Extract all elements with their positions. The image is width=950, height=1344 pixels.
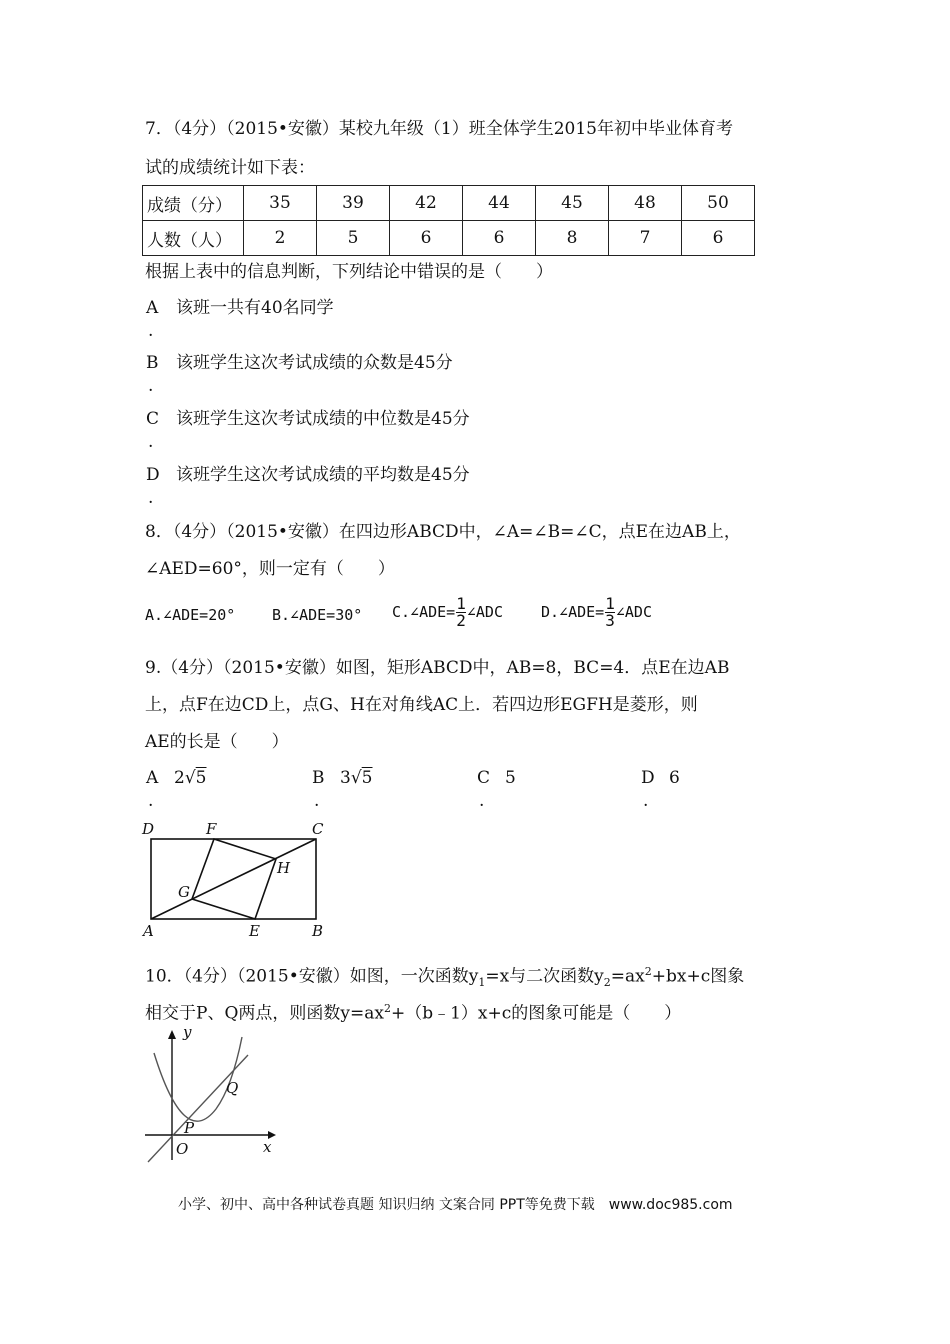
table-cell: 6	[463, 221, 536, 256]
superscript: 2	[383, 1002, 391, 1015]
table-cell: 48	[609, 186, 682, 221]
label-f: F	[206, 820, 217, 838]
q10-stem-line2	[145, 998, 681, 1025]
table-cell: 6	[390, 221, 463, 256]
stem-part: =ax	[610, 966, 645, 987]
q7-prompt: 根据上表中的信息判断，下列结论中错误的是（ ）	[145, 262, 553, 282]
fraction	[456, 596, 466, 629]
option-letter: A	[146, 298, 159, 318]
q7-stem-line1: 7．（4分）（2015•安徽）某校九年级（1）班全体学生2015年初中毕业体育考	[145, 119, 734, 139]
option-dot: .	[148, 321, 154, 341]
q9-rectangle-figure	[140, 815, 340, 945]
fraction	[605, 596, 615, 629]
label-c: C	[312, 820, 324, 838]
q9-stem-line1: 9.（4分）（2015•安徽）如图，矩形ABCD中，AB=8，BC=4．点E在边AB	[145, 658, 730, 678]
table-cell: 2	[244, 221, 317, 256]
label-a: A	[143, 922, 154, 940]
option-dot: .	[148, 376, 154, 396]
q9-stem-line2: 上，点F在边CD上，点G、H在对角线AC上．若四边形EGFH是菱形，则	[145, 695, 698, 715]
coefficient: 2	[174, 768, 185, 788]
option-suffix: ∠ADC	[466, 603, 503, 621]
table-cell: 50	[682, 186, 755, 221]
label-y: y	[183, 1023, 192, 1041]
option-dot: .	[148, 488, 154, 508]
table-cell: 5	[317, 221, 390, 256]
q8-option-b[interactable]: B.∠ADE=30°	[272, 606, 363, 624]
table-cell: 42	[390, 186, 463, 221]
q8-stem-line1: 8．（4分）（2015•安徽）在四边形ABCD中，∠A=∠B=∠C，点E在边AB上，	[145, 522, 741, 542]
table-cell: 6	[682, 221, 755, 256]
table-cell: 44	[463, 186, 536, 221]
coefficient: 3	[340, 768, 351, 788]
label-x: x	[263, 1138, 272, 1156]
stem-part: 10．（4分）（2015•安徽）如图，一次函数y	[145, 966, 479, 987]
table-cell: 39	[317, 186, 390, 221]
option-text	[340, 767, 373, 789]
subscript: 1	[478, 976, 486, 990]
fraction-numerator: 1	[605, 594, 615, 613]
stem-part: +（b﹣1）x+c的图象可能是（ ）	[390, 1003, 682, 1024]
option-prefix: D.∠ADE=	[541, 603, 605, 621]
label-p: P	[184, 1119, 195, 1137]
option-text: 该班学生这次考试成绩的中位数是45分	[176, 409, 470, 429]
option-text: 该班一共有40名同学	[176, 298, 334, 318]
radicand: 5	[195, 768, 207, 788]
q10-graph-figure	[140, 1025, 285, 1165]
option-dot: .	[314, 791, 320, 811]
option-letter: A	[146, 768, 159, 788]
stem-part: =x与二次函数y	[485, 966, 604, 987]
radicand: 5	[361, 768, 373, 788]
q8-option-c[interactable]	[392, 596, 503, 629]
option-letter: D	[146, 465, 160, 485]
diagonal-ac	[151, 839, 316, 919]
option-suffix: ∠ADC	[615, 603, 652, 621]
option-text: 5	[505, 768, 516, 788]
table-row	[143, 186, 755, 221]
fraction-numerator: 1	[456, 594, 466, 613]
table-header-count: 人数（人）	[143, 221, 244, 256]
table-cell: 8	[536, 221, 609, 256]
q10-stem-line1	[145, 961, 744, 994]
stem-part: 相交于P、Q两点，则函数y=ax	[145, 1003, 384, 1024]
subscript: 2	[603, 976, 611, 990]
stem-part: +bx+c图象	[651, 966, 745, 987]
option-dot: .	[643, 791, 649, 811]
option-dot: .	[148, 791, 154, 811]
label-h: H	[277, 859, 291, 877]
footer-text: 小学、初中、高中各种试卷真题 知识归纳 文案合同 PPT等免费下载 www.doc985.com	[178, 1197, 733, 1213]
fraction-denominator: 2	[456, 611, 466, 630]
option-text: 该班学生这次考试成绩的平均数是45分	[176, 465, 470, 485]
table-cell: 7	[609, 221, 682, 256]
option-letter: D	[641, 768, 655, 788]
option-prefix: C.∠ADE=	[392, 603, 456, 621]
q9-stem-line3: AE的长是（ ）	[145, 732, 289, 752]
q7-score-table	[142, 185, 755, 256]
table-row	[143, 221, 755, 256]
label-q: Q	[226, 1079, 239, 1097]
option-dot: .	[148, 432, 154, 452]
q8-option-a[interactable]: A.∠ADE=20°	[145, 606, 236, 624]
superscript: 2	[644, 965, 652, 978]
table-cell: 35	[244, 186, 317, 221]
label-o: O	[176, 1140, 189, 1158]
table-header-score: 成绩（分）	[143, 186, 244, 221]
option-text: 6	[669, 768, 680, 788]
label-b: B	[312, 922, 324, 940]
q8-option-d[interactable]	[541, 596, 652, 629]
option-letter: B	[146, 353, 159, 373]
q8-stem-line2: ∠AED=60°，则一定有（ ）	[145, 559, 395, 579]
option-letter: B	[312, 768, 325, 788]
label-g: G	[178, 883, 190, 901]
option-text	[174, 767, 207, 789]
table-cell: 45	[536, 186, 609, 221]
fraction-denominator: 3	[605, 611, 615, 630]
option-letter: C	[146, 409, 160, 429]
label-d: D	[142, 820, 155, 838]
option-letter: C	[477, 768, 491, 788]
q7-stem-line2: 试的成绩统计如下表：	[145, 158, 315, 178]
sqrt-icon: √	[350, 768, 362, 788]
option-text: 该班学生这次考试成绩的众数是45分	[176, 353, 453, 373]
option-dot: .	[479, 791, 485, 811]
sqrt-icon: √	[184, 768, 196, 788]
y-axis-arrow-icon	[168, 1030, 176, 1039]
label-e: E	[249, 922, 260, 940]
